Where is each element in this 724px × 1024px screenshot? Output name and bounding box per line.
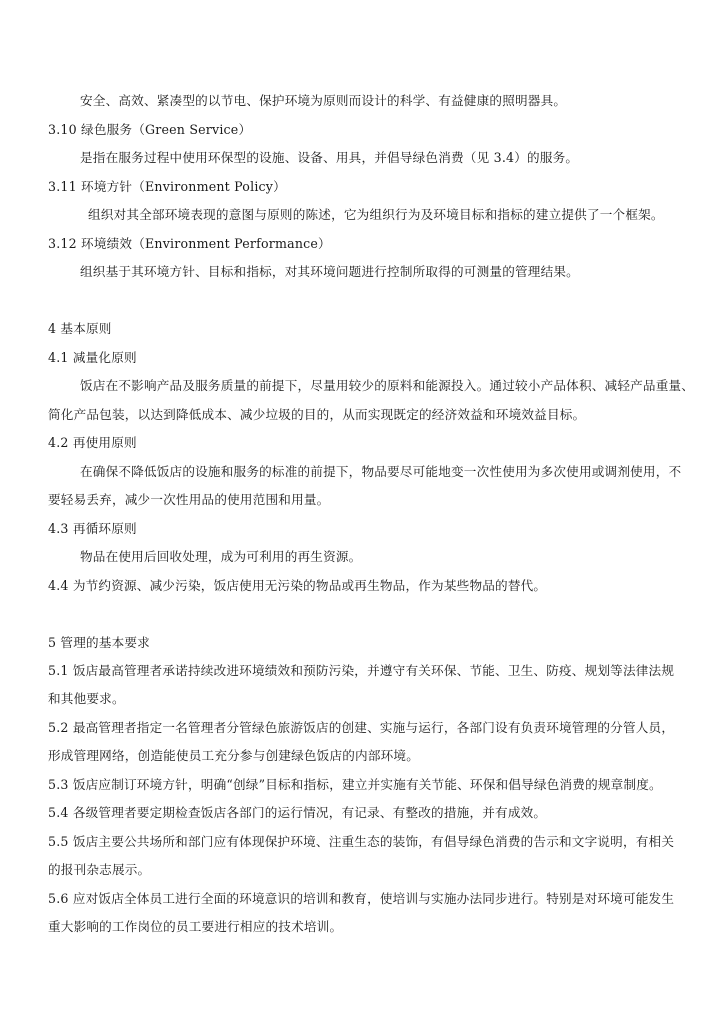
text-line: 和其他要求。 — [48, 691, 125, 706]
section-heading: 3.11 环境方针（Environment Policy） — [48, 179, 286, 194]
text-line: 物品在使用后回收处理，成为可利用的再生资源。 — [80, 549, 362, 564]
text-line: 5.6 应对饭店全体员工进行全面的环境意识的培训和教育，使培训与实施办法同步进行。特别是对环境可能发生 — [48, 891, 675, 906]
text-line: 饭店在不影响产品及服务质量的前提下，尽量用较少的原料和能源投入。通过较小产品体积、减轻产品重量、 — [80, 378, 695, 393]
section-heading: 4.1 减量化原则 — [48, 350, 137, 365]
text-line: 的报刊杂志展示。 — [48, 862, 151, 877]
section-heading: 4.2 再使用原则 — [48, 435, 137, 450]
section-heading: 3.12 环境绩效（Environment Performance） — [48, 236, 331, 251]
section-heading: 4.4 为节约资源、减少污染，饭店使用无污染的物品或再生物品，作为某些物品的替代。 — [48, 578, 547, 593]
text-line: 组织基于其环境方针、目标和指标，对其环境问题进行控制所取得的可测量的管理结果。 — [80, 264, 579, 279]
text-line: 安全、高效、紧凑型的以节电、保护环境为原则而设计的科学、有益健康的照明器具。 — [80, 93, 567, 108]
text-line: 是指在服务过程中使用环保型的设施、设备、用具，并倡导绿色消费（见 3.4）的服务。 — [80, 150, 579, 165]
text-line: 组织对其全部环境表现的意图与原则的陈述，它为组织行为及环境目标和指标的建立提供了一个框架。 — [88, 207, 664, 222]
text-line: 简化产品包装，以达到降低成本、减少垃圾的目的，从而实现既定的经济效益和环境效益目标。 — [48, 407, 586, 422]
section-heading: 4.3 再循环原则 — [48, 521, 137, 536]
text-line: 重大影响的工作岗位的员工要进行相应的技术培训。 — [48, 919, 343, 934]
text-line: 5.5 饭店主要公共场所和部门应有体现保护环境、注重生态的装饰，有倡导绿色消费的告示和文字说明，有相关 — [48, 834, 675, 849]
text-line: 形成管理网络，创造能使员工充分参与创建绿色饭店的内部环境。 — [48, 748, 420, 763]
text-line: 5.3 饭店应制订环境方针，明确“创绿”目标和指标，建立并实施有关节能、环保和倡导绿色消费的规章制度。 — [48, 777, 662, 792]
chapter-heading: 5 管理的基本要求 — [48, 635, 150, 650]
text-line: 要轻易丢弃，减少一次性用品的使用范围和用量。 — [48, 492, 330, 507]
section-heading: 3.10 绿色服务（Green Service） — [48, 122, 252, 137]
text-line: 5.4 各级管理者要定期检查饭店各部门的运行情况，有记录、有整改的措施，并有成效。 — [48, 805, 547, 820]
text-line: 5.2 最高管理者指定一名管理者分管绿色旅游饭店的创建、实施与运行，各部门设有负责环境管理的分管人员， — [48, 720, 675, 735]
chapter-heading: 4 基本原则 — [48, 321, 112, 336]
text-line: 在确保不降低饭店的设施和服务的标准的前提下，物品要尽可能地变一次性使用为多次使用或调剂使用，不 — [80, 464, 682, 479]
text-line: 5.1 饭店最高管理者承诺持续改进环境绩效和预防污染，并遵守有关环保、节能、卫生、防疫、规划等法律法规 — [48, 663, 675, 678]
